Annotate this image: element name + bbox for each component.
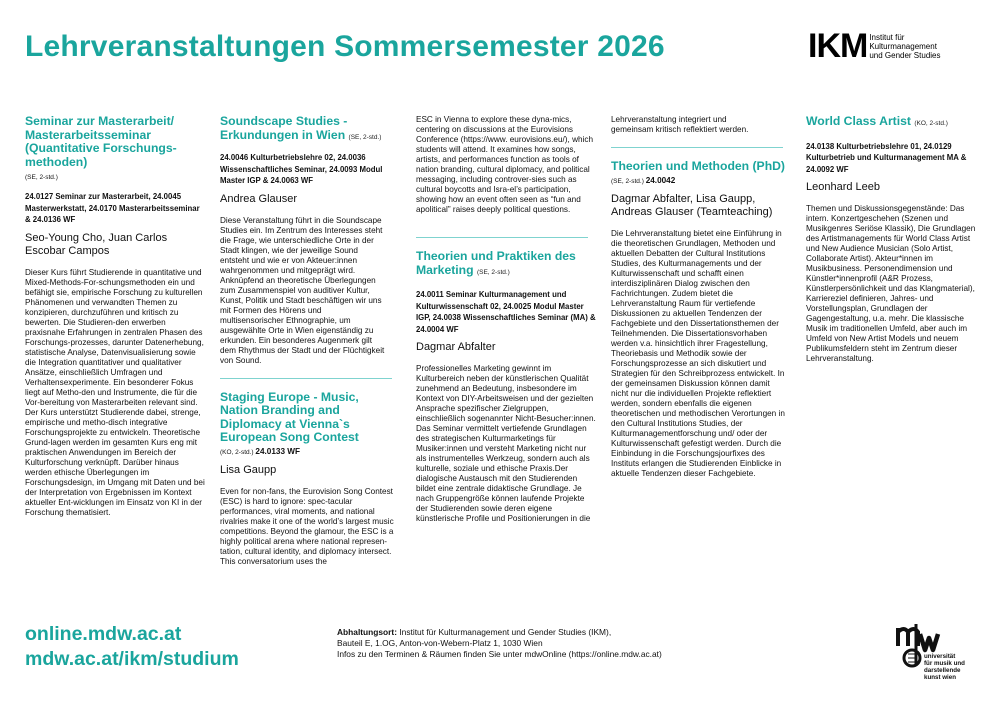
page-title: Lehrveranstaltungen Sommersemester 2026 (25, 30, 665, 63)
mdw-logo-line: kunst wien (924, 674, 956, 681)
course-meta: (SE, 2-std.) (25, 174, 58, 181)
course-title: Staging Europe - Music, Nation Branding and Diplomacy at Vienna`s European Song Contest (220, 389, 359, 444)
course-meta-line (611, 176, 791, 187)
course-codes: 24.0138 Kulturbetriebslehre 01, 24.0129 Kulturbetrieb und Kulturmanagement MA & 24.0092 WF (806, 141, 967, 174)
venue-address: Institut für Kulturmanagement und Gender Studies (IKM), (399, 627, 612, 637)
course-meta: (SE, 2-std.) (348, 133, 382, 141)
course-lecturers: Andrea Glauser (220, 192, 298, 205)
course-description: Professionelles Marketing gewinnt im Kulturbereich neben der künstlerischen Qualität zunehmend an Bedeutung, insbesondere im Kontext von DIY-Arbeitsweisen und der gezielten Ansprache spezifischer Zielgruppen, einschließlich sogenannter Nicht-Besucher:innen. Das Seminar vermittelt vertiefende Grundlagen des strategischen Kulturmarketings für Musiker:innen und versteht Marketing nicht nur als instrumentelles Werkzeug, sondern auch als kulturelle, soziale und ethische Praxis.Der dialogische Austausch mit den Studierenden bildet eine zentrale didaktische Grundlage. Je nach Gruppengröße können laufende Projekte der Studierenden sowie deren eigene künstlerische Profile und Positionierungen in die (416, 364, 596, 523)
course-lecturers: Lisa Gaupp (220, 463, 277, 476)
ikm-logo (808, 27, 941, 65)
venue-label: Abhaltungsort: (337, 627, 398, 637)
course-column-2 (220, 115, 400, 567)
ikm-logo-line: und Gender Studies (869, 51, 941, 60)
course-title: Theorien und Methoden (PhD) (611, 159, 785, 173)
course-meta: (SE, 2-std.) (476, 268, 510, 276)
venue-line: Infos zu den Terminen & Räumen finden Sie unter mdwOnline (https://online.mdw.ac.at) (337, 649, 662, 659)
ikm-logo-letters: IKM (808, 27, 868, 65)
ikm-logo-line: Institut für (869, 33, 905, 42)
course-title: Seminar zur Masterarbeit/ Masterarbeitsseminar (Quantitative Forschungs-methoden) (25, 114, 177, 169)
course-title (416, 250, 596, 279)
course-meta: (KO, 2-std.) (914, 120, 948, 127)
course-card (25, 115, 205, 518)
mdw-logo-line: darstellende (924, 667, 961, 674)
venue-line (337, 627, 662, 638)
course-description: Themen und Diskussionsgegenstände: Das intern. Konzertgeschehen (Szenen und Musikgenres Seriöse Klassik), Die Grundlagen des Artistmanagements für World Class Artist und New Audience Musician (Solo Artist, Collaborate Artist). Akteur*innen im Musikbusiness. Personendimension und Künstler*innenprofil (A&R Prozess, Künstlerpersönlichkeit und das Klangmaterial), Karriereziel definieren, Jahres- und Vorstellungsplan, Grundlagen der Gagengestaltung, u.a. mehr. Die klassische Musik im traditionellen Umfeld, aber auch im Umfeld von New Artist Models und neuem Publikumsfeldern steht im Zentrum dieser Lehrveranstaltung. (806, 204, 976, 363)
link-ikm-studium[interactable]: mdw.ac.at/ikm/studium (25, 648, 239, 670)
divider (416, 237, 588, 238)
divider (220, 378, 392, 379)
course-title-text: Theorien und Praktiken des Marketing (416, 249, 576, 277)
course-codes: 24.0011 Seminar Kulturmanagement und Kulturwissenschaft 02, 24.0025 Modul Master IGP, 24.0038 Wissenschaftliches Seminar (MA) & 24.0004 WF (416, 290, 596, 334)
course-description: Even for non-fans, the Eurovision Song Contest (ESC) is hard to ignore: spec-tacular performances, viral moments, and national rivalries make it one of the world’s largest music competitions. Beyond the glamour, the ESC is a highly political arena where national represen-tation, cultural identity, and diplomacy intersect. This conversatorium uses the (220, 486, 394, 566)
course-card (806, 115, 986, 364)
course-codes: 24.0133 WF (255, 446, 301, 456)
footer-links (25, 622, 239, 672)
course-description: Diese Veranstaltung führt in die Soundscape Studies ein. Im Zentrum des Interesses steht die Frage, wie unterschiedliche Orte in der Stadt klingen, wie der jeweilige Sound entsteht und wie er von Akteuer:innen wahrgenommen und mitgeprägt wird. Anknüpfend an theoretische Überlegungen zum Zusammenspiel von auditiver Kultur, Kunst, Politik und Stadt beschäftigen wir uns mit Formen des Hörens und multisensorischer Ethnographie, um ausgewählte Orte in Wien eigenständig zu erkunden. Ein besonderes Augenmerk gilt dem Rhythmus der Stadt und der Flüchtigkeit von Sound. (220, 215, 385, 365)
course-title-text: Soundscape Studies - Erkundungen in Wien (220, 114, 348, 142)
mdw-logo-line: universität (924, 653, 956, 660)
course-description-continued: Lehrveranstaltung integriert und gemeinsam kritisch reflektiert werden. (611, 115, 749, 134)
course-lecturers: Seo-Young Cho, Juan Carlos Escobar Campos (25, 231, 168, 257)
course-card (611, 160, 791, 479)
course-column-4 (611, 115, 791, 479)
course-card (220, 115, 400, 366)
course-description: Dieser Kurs führt Studierende in quantitative und Mixed-Methods-For-schungsmethoden ein und befähigt sie, empirische Forschung zu kulturellen Phänomenen und verwandten Themen zu konzipieren, durchzuführen und kritisch zu bewerten. Die Studieren-den erwerben praxisnahe Erfahrungen in zentralen Phasen des Forschungs-prozesses, darunter Datenerhebung, statistische Analyse, Datenvisualisierung sowie die Integration quantitativer und qualitativer Ansätze, einschließlich Umfragen und Verhaltensexperimente. Ein besonderer Fokus liegt auf Metho-den und Instrumente, die für die Vor-bereitung von Masterarbeiten relevant sind. Der Kurs unterstützt Studierende dabei, strenge, empirische und metho-disch integrative Forschungsprojekte zu entwickeln. Theoretische Grund-lagen werden im gesamten Kurs eng mit praktischen Anwendungen im Bereich der Kulturforschung verknüpft. Darüber hinaus werden ethische Überlegungen im Forschungsdesign, im Umgang mit Daten und bei der Interpretation von Ergebnissen im Kontext aktueller Ent-wicklungen im Einsatz von KI in der Forschung thematisiert. (25, 267, 205, 517)
course-meta-line (220, 447, 400, 458)
course-column-1 (25, 115, 205, 518)
divider (611, 147, 783, 148)
course-column-3 (416, 115, 596, 524)
course-description: Die Lehrveranstaltung bietet eine Einführung in die theoretischen Grundlagen, Methoden und aktuellen Debatten der Cultural Institutions Studies, des Kulturmanagements und der Kulturwissenschaft und schafft einen interdisziplinären Dialog zwischen den Fachrichtungen. Zudem bietet die Lehrveranstaltung Raum für vertiefende Diskussionen zu aktuellen Tendenzen der Fachgebiete und den Dissertationsthemen der Teilnehmenden. Die Dissertationsvorhaben werden v.a. hinsichtlich ihrer Fragestellung, Theoriebasis und Methodik sowie der Forschungsprozesse an sich diskutiert und Strategien für den Schreibprozess entwickelt. In der gemeinsamen Diskussion können damit nicht nur die individuellen Projekte reflektiert werden, sondern ebenfalls die eigenen theoretischen und methodischen Verortungen in den Cultural Institutions Studies, der Kulturmanagementforschung und/ oder der Kulturwissenschaft gefestigt werden. Durch die Einbindung in die Forschungsjourfixes des Instituts erlangen die Studierenden Einblicke in aktuelle Tendenzen dieser Fachgebiete. (611, 228, 785, 478)
course-meta: (KO, 2-std.) (220, 448, 254, 456)
course-codes: 24.0127 Seminar zur Masterarbeit, 24.0045 Masterwerkstatt, 24.0170 Masterarbeitsseminar & 24.0136 WF (25, 192, 200, 224)
venue-info (337, 627, 662, 660)
ikm-logo-line: Kulturmanagement (869, 42, 937, 51)
course-title (220, 115, 385, 144)
course-description-continued: ESC in Vienna to explore these dyna-mics, centering on discussions at the Eurovisions Conference (https://www. eurovisions.eu/), which students will attend. It examines how songs, artists, and performances function as tools of nation branding, cultural diplomacy, and political messaging, including controver-sies such as cultural boycotts and Isra-el’s participation, showing how an event often seen as “fun and apolitical” raises deeply political questions. (416, 115, 594, 214)
course-meta: (SE, 2-std.) (611, 177, 644, 185)
course-codes: 24.0046 Kulturbetriebslehre 02, 24.0036 Wissenschaftliches Seminar, 24.0093 Modul Master IGP & 24.0063 WF (220, 153, 383, 185)
course-lecturers: Dagmar Abfalter (416, 341, 496, 353)
course-codes: 24.0042 (645, 175, 676, 185)
venue-line: Bauteil E, 1.OG, Anton-von-Webern-Platz 1, 1030 Wien (337, 638, 543, 648)
course-card (416, 250, 596, 524)
course-title (806, 115, 986, 131)
link-online-mdw[interactable]: online.mdw.ac.at (25, 623, 182, 645)
mdw-logo-line: für musik und (924, 660, 965, 667)
course-card (220, 391, 400, 567)
course-column-5 (806, 115, 986, 364)
course-lecturers: Dagmar Abfalter, Lisa Gaupp, Andreas Glauser (Teamteaching) (611, 192, 773, 218)
course-lecturers: Leonhard Leeb (806, 181, 881, 193)
course-title-text: World Class Artist (806, 114, 911, 128)
mdw-logo-text (924, 653, 965, 681)
ikm-logo-text (869, 33, 940, 60)
